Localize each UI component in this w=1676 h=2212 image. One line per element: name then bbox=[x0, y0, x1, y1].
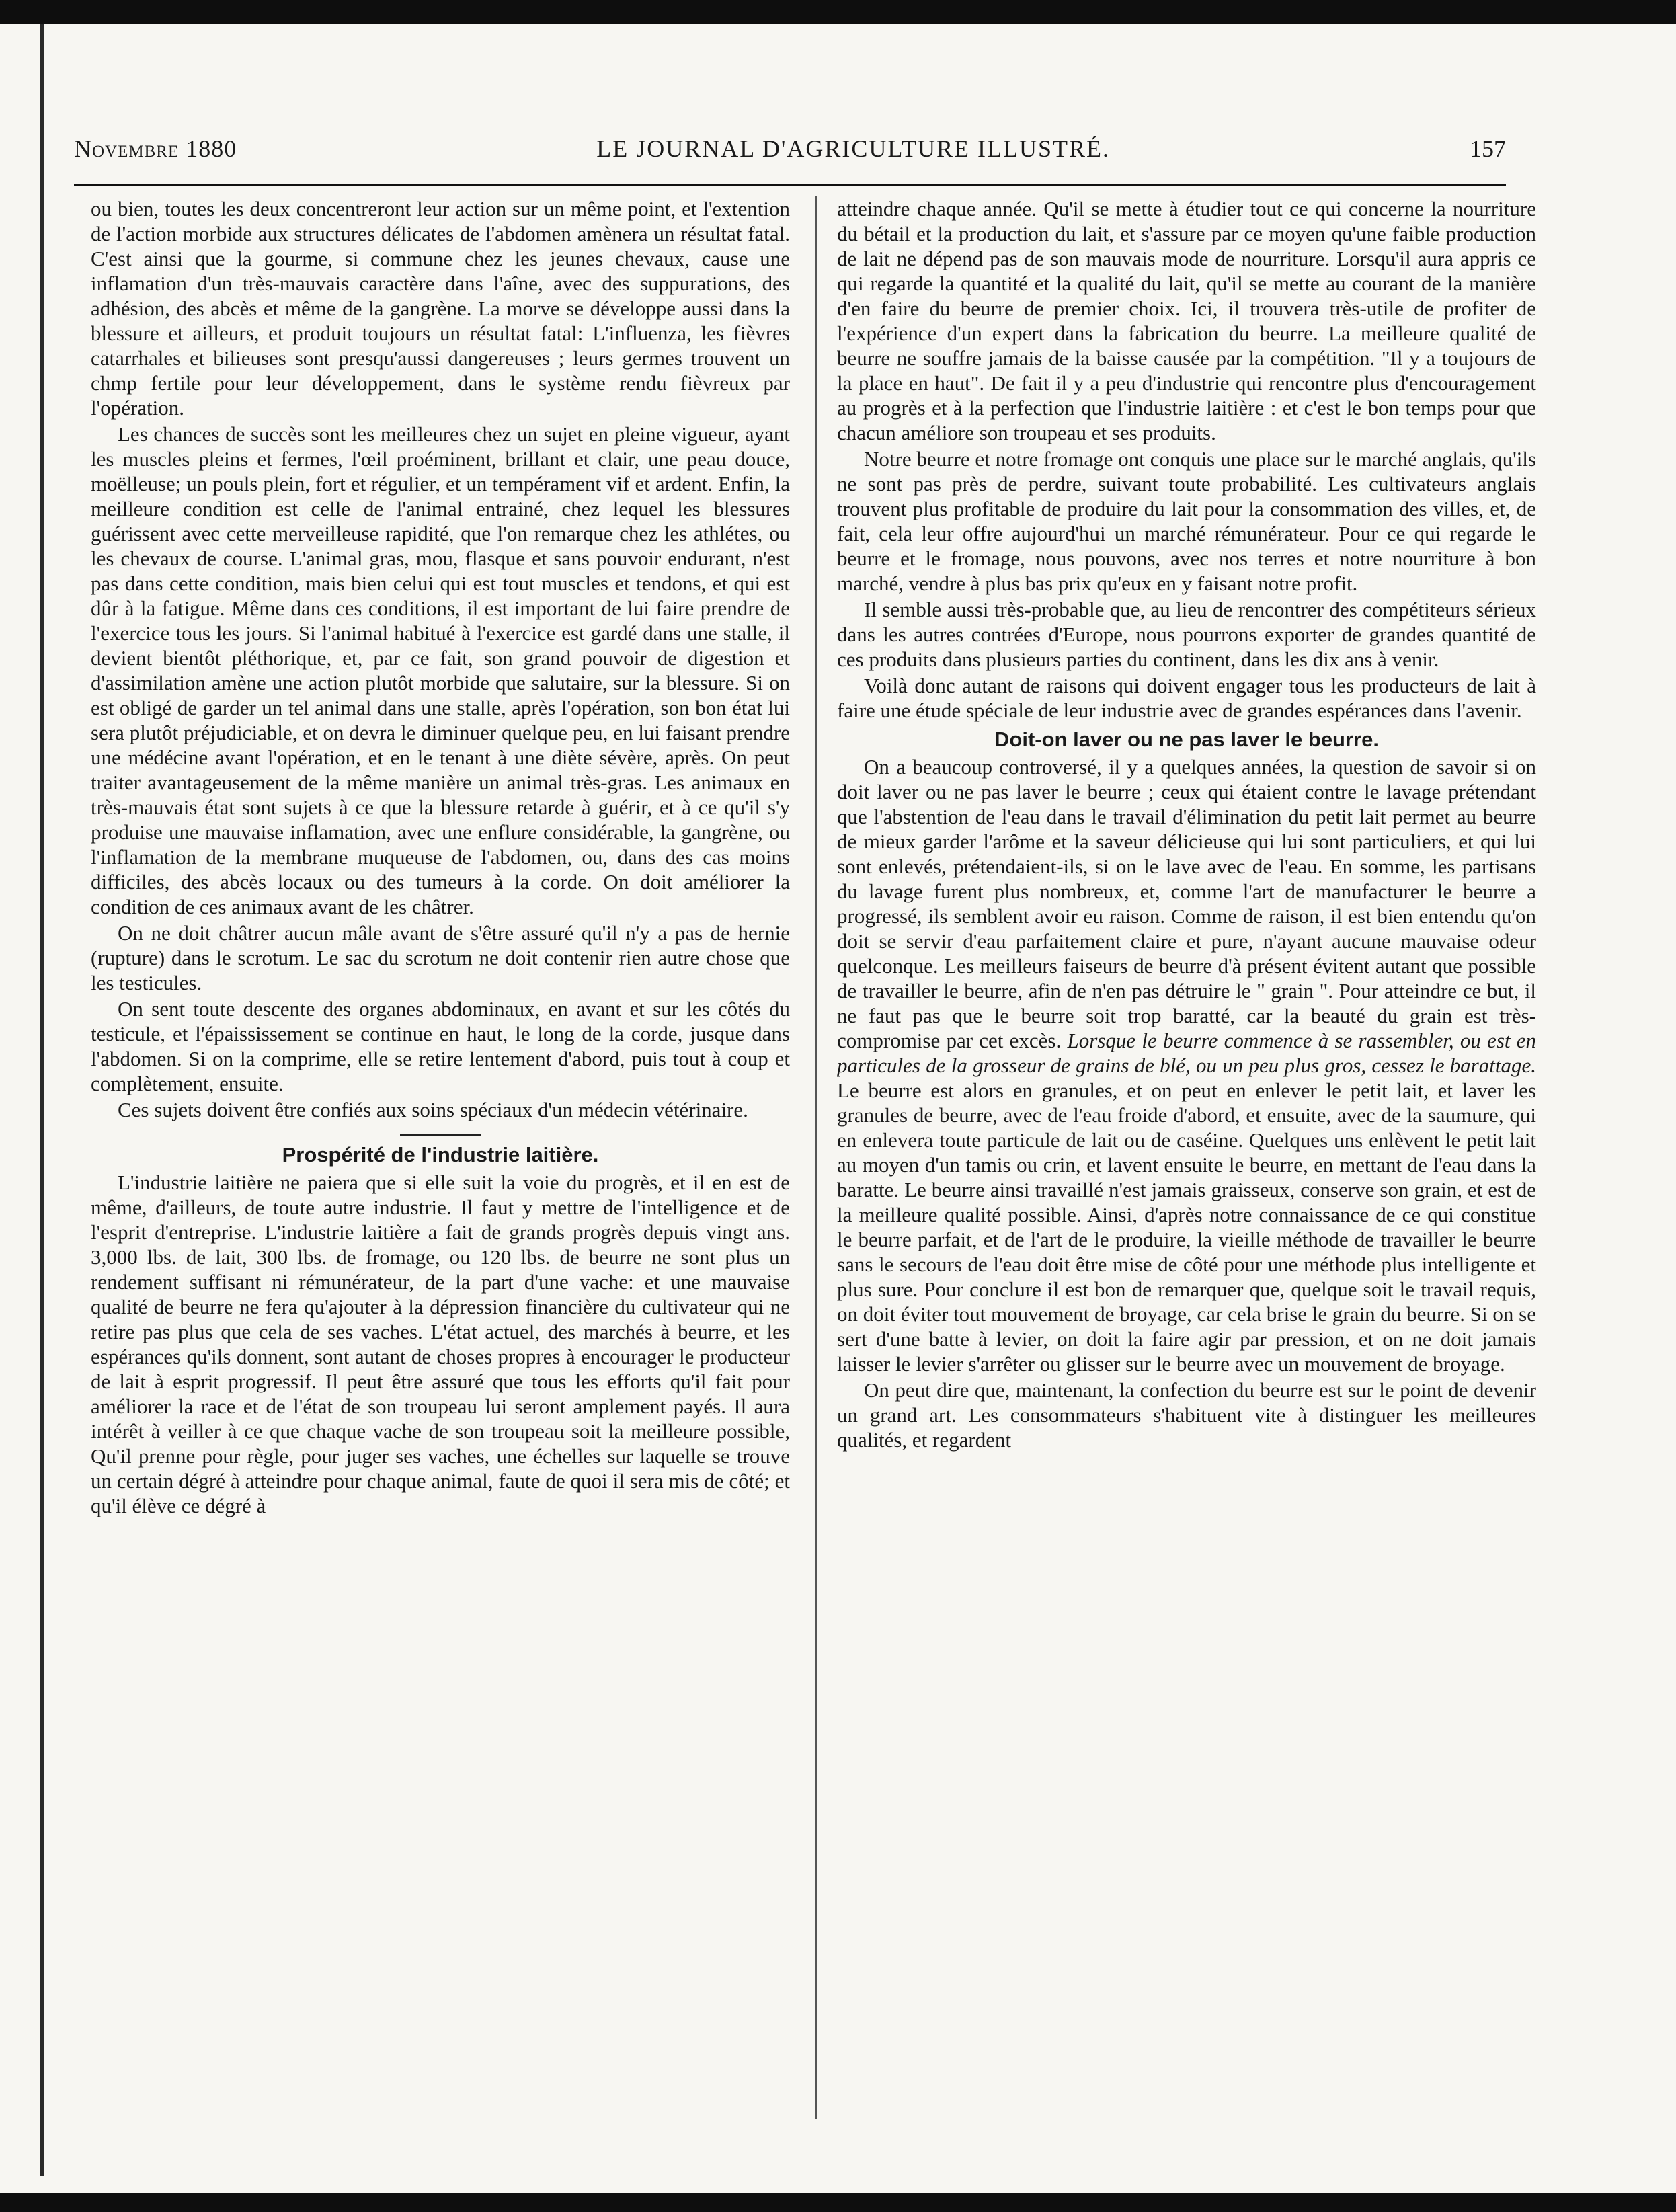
paragraph: Les chances de succès sont les meilleures chez un sujet en pleine vigueur, ayant les muscles pleins et fermes, l'œil proéminent, brillant et clair, une peau douce, moëlleuse; un pouls plein, fort et régulier, et un tempérament vif et ardent. Enfin, la meilleure condition est celle de l'animal entrainé, chez lequel les blessures guérissent avec cette merveilleuse rapidité, que l'on remarque chez les athlétes, ou les chevaux de course. L'animal gras, mou, flasque et sans pouvoir endurant, n'est pas dans cette condition, mais bien celui qui est tout muscles et tendons, et qui est dûr à la fatigue. Même dans ces conditions, il est important de lui faire prendre de l'exercice tous les jours. Si l'animal habitué à l'exercice est gardé dans une stalle, il devient bientôt pléthorique, et, par ce fait, son grand pouvoir de digestion et d'assimilation amène une action plutôt morbide que salutaire, sur la blessure. Si on est obligé de garder un tel animal dans une stalle, après l'opération, son bon état lui sera plutôt préjudiciable, et on devra le diminuer quelque peu, en lui faisant prendre une médécine avant l'opération, et en le tenant à une diète sévère, après. On peut traiter avantageusement de la même manière un animal très-gras. Les animaux en très-mauvais état sont sujets à ce que la blessure retarde à guérir, et à ce qu'il s'y produise une mauvaise inflamation, avec une enflure considérable, la gangrène, ou l'inflamation de la membrane muqueuse de l'abdomen, ou, dans des cas moins difficiles, des abcès locaux ou des tumeurs à la corde. On doit améliorer la condition de ces animaux avant de les châtrer. bbox=[91, 422, 790, 918]
paragraph: On sent toute descente des organes abdominaux, en avant et sur les côtés du testicule, et l'épaississement se continue en haut, le long de la corde, jusque dans l'abdomen. Si on la comprime, elle se retire lentement d'abord, puis tout à coup et complètement, ensuite. bbox=[91, 997, 790, 1095]
right-column bbox=[837, 196, 1536, 2160]
paragraph: Il semble aussi très-probable que, au lieu de rencontrer des compétiteurs sérieux dans les autres contrées d'Europe, nous pourrons exporter de grandes quantité de ces produits dans plusieurs parties du continent, dans les dix ans à venir. bbox=[837, 598, 1536, 671]
header-date: Novembre 1880 bbox=[74, 135, 237, 162]
journal-title: LE JOURNAL D'AGRICULTURE ILLUSTRÉ. bbox=[596, 135, 1111, 162]
text-run: Le beurre est alors en granules, et on peut en enlever le petit lait, et laver les granules de beurre, avec de l'eau froide d'abord, et ensuite, avec de la saumure, qui en enlevera toute particule de lait ou de caséine. Quelques uns enlèvent le petit lait au moyen d'un tamis ou crin, et lavent ensuite le beurre, en mettant de l'eau dans la baratte. Le beurre ainsi travaillé n'est jamais graisseux, conserve son grain, et est de la meilleure qualité possible. Ainsi, d'après notre connaissance de ce qui constitue le beurre parfait, et de l'art de le produire, la vieille méthode de travailler le beurre sans le secours de l'eau doit être mise de côté pour une méthode plus intelligente et plus sure. Pour conclure il est bon de remarquer que, quelque soit le travail requis, on doit éviter tout mouvement de broyage, car cela brise le grain du beurre. Si on se sert d'une batte à levier, on doit la faire agir par pression, et on ne doit jamais laisser le levier s'arrêter ou glisser sur le beurre avec un mouvement de broyage. bbox=[837, 1078, 1536, 1376]
paragraph: Ces sujets doivent être confiés aux soins spéciaux d'un médecin vétérinaire. bbox=[118, 1098, 748, 1121]
paragraph: L'industrie laitière ne paiera que si elle suit la voie du progrès, et il en est de même, d'ailleurs, de toute autre industrie. Il faut y mettre de l'intelligence et de l'esprit d'entreprise. L'industrie laitière a fait de grands progrès depuis vingt ans. 3,000 lbs. de lait, 300 lbs. de fromage, ou 120 lbs. de beurre ne sont plus un rendement suffisant ni rémunérateur, de la part d'une vache: et une mauvaise qualité de beurre ne fera qu'ajouter à la dépression financière du cultivateur qui ne retire pas plus que cela de ses vaches. L'état actuel, des marchés à beurre, et les espérances qu'ils donnent, sont autant de choses propres à encourager le producteur de lait à esprit progressif. Il peut être assuré que tous les efforts qu'il fait pour améliorer la race et de l'état de son troupeau lui seront amplement payés. Il aura intérêt à veiller à ce que chaque vache de son troupeau soit la meilleure possible, Qu'il prenne pour règle, pour juger ses vaches, une échelles sur laquelle se trouve un certain dégré à atteindre pour chaque animal, faute de quoi il sera mis de côté; et qu'il élève ce dégré à bbox=[91, 1171, 790, 1517]
paragraph: On ne doit châtrer aucun mâle avant de s'être assuré qu'il n'y a pas de hernie (rupture) dans le scrotum. Le sac du scrotum ne doit contenir rien autre chose que les testicules. bbox=[91, 921, 790, 994]
page-header bbox=[74, 134, 1506, 175]
section-heading: Doit-on laver ou ne pas laver le beurre. bbox=[994, 727, 1379, 751]
top-scan-border bbox=[0, 0, 1676, 24]
paragraph: atteindre chaque année. Qu'il se mette à étudier tout ce qui concerne la nourriture du bétail et la production du lait, et s'assure par ce moyen qu'une faible production de lait ne dépend pas de son mauvais mode de nourriture. Lorsqu'il aura appris ce qui regarde la quantité et la qualité du lait, qu'il se mette au courant de la manière d'en faire du beurre de premier choix. Ici, il trouvera très-utile de profiter de l'expérience d'un expert dans la fabrication du beurre. La meilleure qualité de beurre ne souffre jamais de la baisse causée par la compétition. "Il y a toujours de la place en haut". De fait il y a peu d'industrie qui rencontre plus d'encouragement au progrès et à la perfection que l'industrie laitière : et c'est le bon temps pour que chacun améliore son troupeau et ses produits. bbox=[837, 197, 1536, 444]
paragraph: Notre beurre et notre fromage ont conquis une place sur le marché anglais, qu'ils ne sont pas près de perdre, suivant toute probabilité. Les cultivateurs anglais trouvent plus profitable de produire du lait pour la consommation des villes, et, de fait, cela leur offre aujourd'hui un marché rémunérateur. Pour ce qui regarde le beurre et le fromage, nous pouvons, avec nos terres et notre nourriture à bon marché, vendre à plus bas prix qu'eux en y faisant notre profit. bbox=[837, 447, 1536, 595]
paragraph bbox=[837, 754, 1536, 1376]
header-rule bbox=[74, 184, 1506, 186]
italic-text-run: Lorsque le beurre commence à se rassembler, ou est en particules de la grosseur de grains de blé, ou un peu plus gros, cessez le barattage. bbox=[837, 1029, 1536, 1077]
bottom-scan-border bbox=[0, 2193, 1676, 2212]
page-number: 157 bbox=[1470, 135, 1506, 162]
left-column bbox=[91, 196, 790, 2160]
left-scan-edge bbox=[40, 24, 44, 2176]
section-heading: Prospérité de l'industrie laitière. bbox=[282, 1143, 599, 1167]
paragraph: Voilà donc autant de raisons qui doivent engager tous les producteurs de lait à faire une étude spéciale de leur industrie avec de grandes espérances dans l'avenir. bbox=[837, 674, 1536, 722]
paragraph: On peut dire que, maintenant, la confection du beurre est sur le point de devenir un grand art. Les consommateurs s'habituent vite à distinguer les meilleures qualités, et regardent bbox=[837, 1378, 1536, 1452]
paragraph: ou bien, toutes les deux concentreront leur action sur un même point, et l'extention de l'action morbide aux structures délicates de l'abdomen amènera un résultat fatal. C'est ainsi que la gourme, si commune chez les jeunes chevaux, cause une inflamation d'un très-mauvais caractère dans l'aîne, avec des suppurations, des adhésion, des abcès et même de la gangrène. La morve se développe aussi dans la blessure et ailleurs, et produit toujours un résultat fatal: L'influenza, les fièvres catarrhales et bilieuses sont presqu'aussi dangereuses ; leurs germes trouvent un chmp fertile pour leur développement, dans le système rendu fièvreux par l'opération. bbox=[91, 197, 790, 420]
section-divider bbox=[400, 1134, 481, 1136]
column-divider bbox=[815, 196, 817, 2119]
text-run: On a beaucoup controversé, il y a quelques années, la question de savoir si on doit laver ou ne pas laver le beurre ; ceux qui étaient contre le lavage prétendant que l'abstention de l'eau dans le travail d'élimination du petit lait permet au beurre de mieux garder l'arôme et la saveur délicieuse qui lui sont particuliers, et qui lui sont enlevés, prétendaient-ils, si on le lave avec de l'eau. En somme, les partisans du lavage furent plus nombreux, et, comme l'art de manufacturer le beurre a progressé, ils semblent avoir eu raison. Comme de raison, il est bien entendu qu'on doit se servir d'eau parfaitement claire et pure, n'ayant aucune mauvaise odeur quelconque. Les meilleurs faiseurs de beurre d'à présent évitent autant que possible de travailler le beurre, afin de n'en pas détruire le " grain ". Pour atteindre ce but, il ne faut pas que le beurre soit trop baratté, car la beauté du grain est très-compromise par cet excès. bbox=[837, 755, 1536, 1052]
